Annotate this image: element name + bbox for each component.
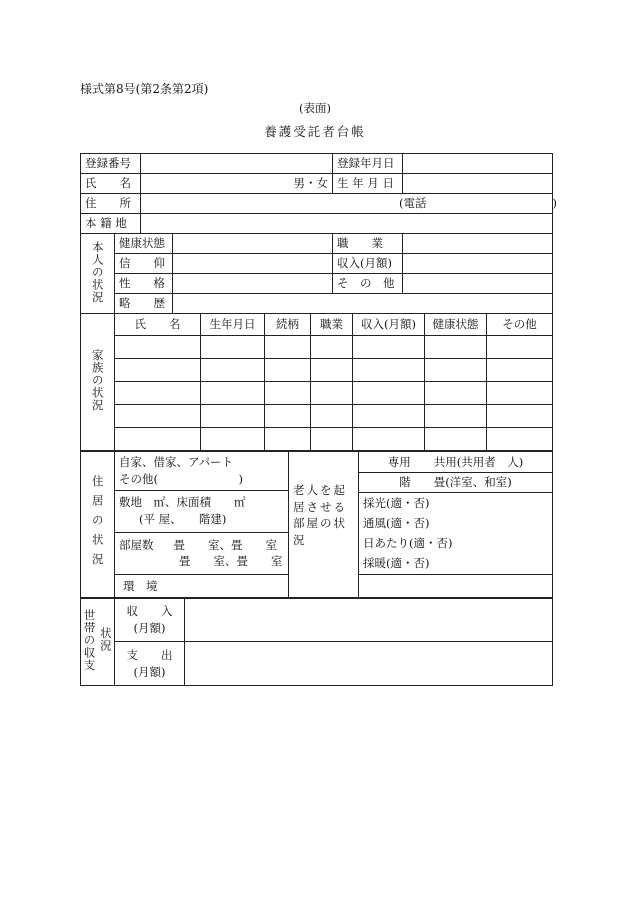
budget-expense-label: 支 出 [126, 647, 173, 662]
budget-expense-sub: (月額) [133, 664, 166, 679]
family-cell[interactable] [487, 359, 553, 382]
rooms-field[interactable] [115, 532, 288, 574]
domicile-value[interactable] [141, 214, 553, 234]
housing-left-block [115, 452, 289, 575]
family-cell[interactable] [425, 405, 487, 428]
house-type-line2: その他( ) [119, 471, 243, 486]
phone-close: ) [552, 196, 557, 211]
family-cell[interactable] [311, 405, 353, 428]
family-cell[interactable] [487, 428, 553, 451]
site-line1: 敷地 ㎡、床面積 ㎡ [119, 495, 246, 510]
sun-item: 日あたり(適・否) [363, 536, 453, 551]
history-value[interactable] [173, 294, 553, 314]
wind-item: 通風(適・否) [363, 516, 430, 531]
income-label-cell [115, 598, 185, 642]
surface-label: (表面) [299, 101, 331, 115]
family-cell[interactable] [201, 359, 265, 382]
room-condition-field[interactable] [359, 492, 552, 574]
family-cell[interactable] [265, 428, 311, 451]
reg-date-label: 登録年月日 [333, 154, 403, 174]
family-cell[interactable] [115, 382, 201, 405]
family-cell[interactable] [425, 428, 487, 451]
reg-no-value[interactable] [141, 154, 333, 174]
family-cell[interactable] [353, 359, 425, 382]
house-type-line1: 自家、借家、アパート [119, 455, 234, 470]
family-cell[interactable] [353, 428, 425, 451]
reg-no-label: 登録番号 [81, 154, 141, 174]
personality-value[interactable] [173, 274, 333, 294]
family-cell[interactable] [115, 405, 201, 428]
address-value[interactable] [141, 194, 557, 214]
family-cell[interactable] [487, 405, 553, 428]
other-label: そ の 他 [333, 274, 403, 294]
family-col-income: 収入(月額) [353, 314, 425, 336]
personality-label: 性 格 [115, 274, 173, 294]
birth-label: 生 年 月 日 [333, 174, 403, 194]
faith-value[interactable] [173, 254, 333, 274]
job-label: 職 業 [333, 234, 403, 254]
family-cell[interactable] [311, 359, 353, 382]
family-cell[interactable] [487, 382, 553, 405]
phone-label: (電話 [399, 196, 427, 211]
basic-info-table [80, 153, 557, 234]
family-col-name: 氏 名 [115, 314, 201, 336]
budget-income-label: 収 入 [126, 603, 173, 618]
family-cell[interactable] [201, 336, 265, 359]
family-cell[interactable] [201, 382, 265, 405]
birth-value[interactable] [403, 174, 553, 194]
family-cell[interactable] [201, 428, 265, 451]
family-cell[interactable] [425, 382, 487, 405]
family-table [80, 313, 553, 451]
light-item: 採光(適・否) [363, 496, 430, 510]
expense-label-cell [115, 642, 185, 686]
family-cell[interactable] [425, 359, 487, 382]
site-line2: (平 屋、 階建) [139, 512, 227, 526]
family-cell[interactable] [265, 405, 311, 428]
faith-label: 信 仰 [115, 254, 173, 274]
family-row [81, 336, 553, 359]
room-floor-field[interactable]: 階 畳(洋室、和室) [359, 472, 552, 492]
family-cell[interactable] [311, 336, 353, 359]
budget-table [80, 597, 553, 686]
job-value[interactable] [403, 234, 553, 254]
house-type-field[interactable] [115, 452, 288, 490]
income-value[interactable] [403, 254, 553, 274]
family-cell[interactable] [115, 428, 201, 451]
family-cell[interactable] [115, 359, 201, 382]
other-value[interactable] [403, 274, 553, 294]
env-extra-cell[interactable] [359, 575, 553, 599]
family-col-birth: 生年月日 [201, 314, 265, 336]
name-label: 氏 名 [81, 174, 141, 194]
family-cell[interactable] [487, 336, 553, 359]
address-label: 住 所 [81, 194, 141, 214]
budget-section-b: 世帯の収支 [82, 608, 97, 672]
domicile-label: 本 籍 地 [81, 214, 141, 234]
budget-section-a: 状況 [98, 627, 113, 653]
elder-room-label: 老人を起居させる部屋の状況 [289, 452, 359, 599]
income-label: 収入(月額) [333, 254, 403, 274]
family-col-other: その他 [487, 314, 553, 336]
family-cell[interactable] [353, 336, 425, 359]
history-label: 略 歴 [115, 294, 173, 314]
env-label: 環 境 [123, 579, 158, 594]
elder-room-block [359, 452, 553, 575]
heat-item: 採暖(適・否) [363, 556, 430, 571]
family-row [81, 382, 553, 405]
family-col-relation: 続柄 [265, 314, 311, 336]
family-cell[interactable] [425, 336, 487, 359]
family-cell[interactable] [353, 405, 425, 428]
family-cell[interactable] [265, 336, 311, 359]
self-status-table [80, 233, 553, 314]
budget-section-label [81, 598, 115, 686]
family-cell[interactable] [265, 359, 311, 382]
family-cell[interactable] [115, 336, 201, 359]
family-cell[interactable] [311, 382, 353, 405]
health-label: 健康状態 [115, 234, 173, 254]
housing-table [80, 451, 553, 599]
rooms-line2: 畳 室、畳 室 [179, 554, 283, 569]
family-section-label: 家族の状況 [81, 314, 115, 451]
family-cell[interactable] [311, 428, 353, 451]
room-exclusive-field[interactable]: 専用 共用(共用者 人) [387, 454, 524, 469]
family-col-health: 健康状態 [425, 314, 487, 336]
budget-expense-value[interactable] [185, 642, 553, 686]
rooms-label: 部屋数 [119, 537, 154, 552]
sex-field[interactable]: 男・女 [141, 174, 333, 194]
health-value[interactable] [173, 234, 333, 254]
housing-section-label: 住居の状況 [81, 452, 115, 599]
family-cell[interactable] [265, 382, 311, 405]
reg-date-value[interactable] [403, 154, 553, 174]
budget-income-value[interactable] [185, 598, 553, 642]
family-row [81, 428, 553, 451]
page-title: 養護受託者台帳 [264, 124, 366, 139]
family-cell[interactable] [353, 382, 425, 405]
site-area-field[interactable] [115, 490, 288, 532]
family-cell[interactable] [201, 405, 265, 428]
family-col-job: 職業 [311, 314, 353, 336]
family-row [81, 405, 553, 428]
form-number: 様式第8号(第2条第2項) [80, 82, 209, 96]
rooms-line1: 畳 室、畳 室 [173, 537, 277, 552]
env-field[interactable] [115, 575, 289, 599]
budget-income-sub: (月額) [133, 620, 166, 635]
self-section-label: 本人の状況 [81, 234, 115, 314]
family-row [81, 359, 553, 382]
